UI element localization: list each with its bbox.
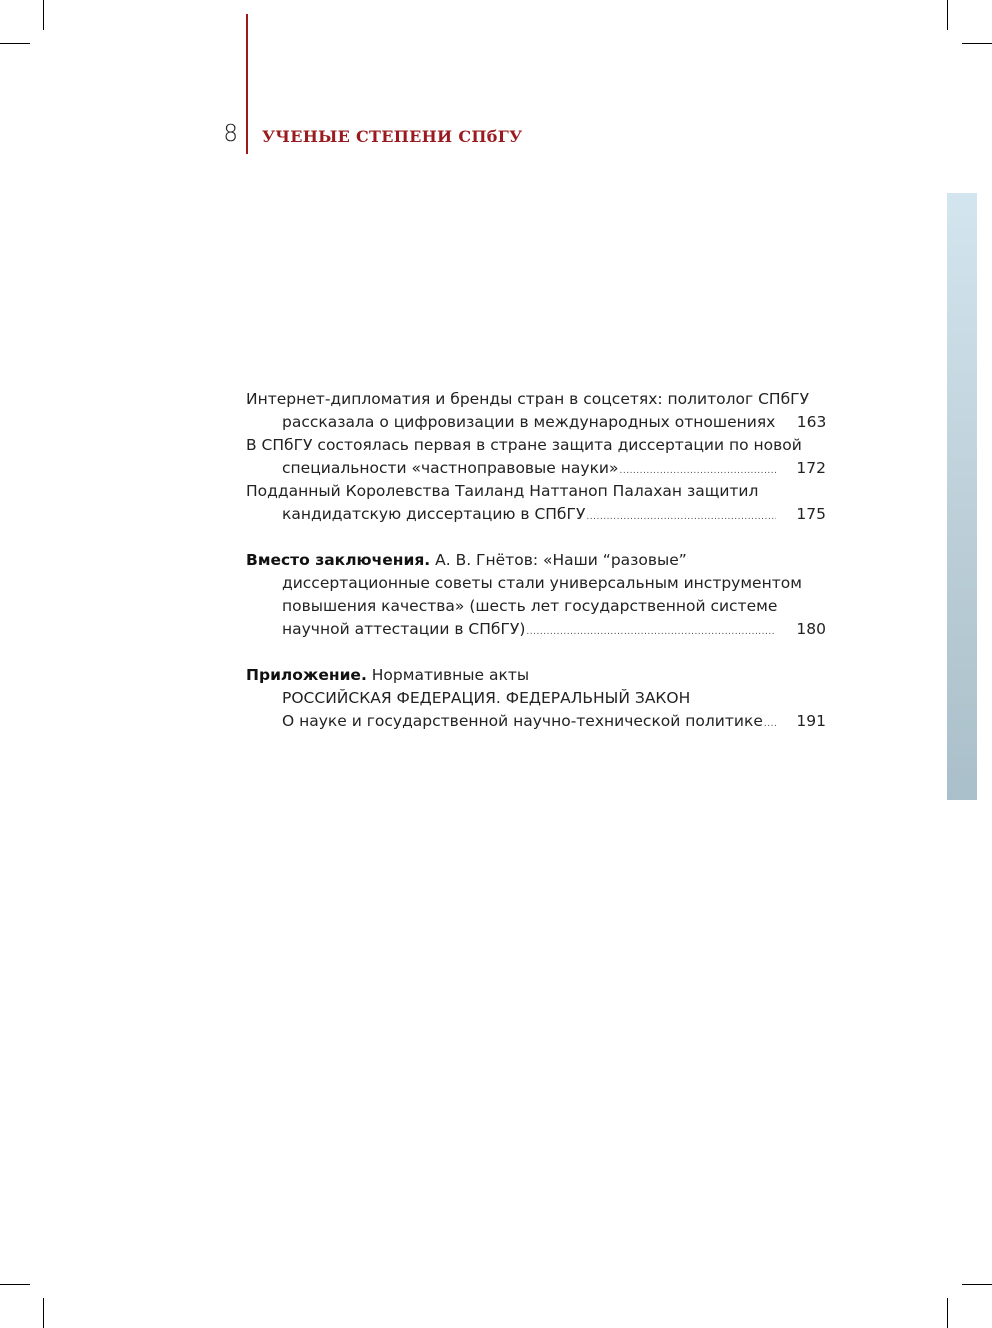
toc-entry-title: Нормативные акты	[366, 666, 530, 684]
toc-entry[interactable]	[246, 434, 826, 480]
toc-entry-title: рассказала о цифровизации в международных отношениях	[282, 413, 776, 431]
leader-dots	[526, 621, 776, 644]
crop-mark	[43, 1298, 44, 1328]
crop-mark	[947, 1298, 948, 1328]
page-number: 8	[223, 121, 238, 147]
toc-entry[interactable]	[246, 480, 826, 526]
toc-entry-title: О науке и государственной научно-технической политике	[282, 712, 763, 730]
toc-entry-title: Интернет-дипломатия и бренды стран в соцсетях: политолог СПбГУ	[246, 390, 810, 408]
toc-entry-title: кандидатскую диссертацию в СПбГУ	[282, 505, 586, 523]
crop-mark	[962, 43, 992, 44]
crop-mark	[962, 1284, 992, 1285]
toc-page-number: 175	[796, 505, 826, 523]
toc-entry-title: диссертационные советы стали универсальным инструментом	[282, 574, 802, 592]
crop-mark	[0, 43, 30, 44]
toc-entry-title: Подданный Королевства Таиланд Наттаноп Палахан защитил	[246, 482, 759, 500]
side-tab-decoration	[947, 193, 977, 800]
leader-dots	[764, 713, 776, 736]
running-title: УЧЕНЫЕ СТЕПЕНИ СПбГУ	[262, 127, 523, 146]
toc-entry-title: научной аттестации в СПбГУ)	[282, 620, 526, 638]
toc-section-lead: Вместо заключения.	[246, 551, 431, 569]
crop-mark	[947, 0, 948, 30]
toc-page-number: 191	[796, 712, 826, 730]
toc-entry-title: повышения качества» (шесть лет государственной системе	[282, 597, 778, 615]
crop-mark	[43, 0, 44, 30]
toc-entry-title: специальности «частноправовые науки»	[282, 459, 619, 477]
toc-entry-title: А. В. Гнётов: «Наши “разовые”	[430, 551, 687, 569]
toc-entry-title: РОССИЙСКАЯ ФЕДЕРАЦИЯ. ФЕДЕРАЛЬНЫЙ ЗАКОН	[282, 689, 691, 707]
table-of-contents	[246, 388, 826, 733]
toc-page-number: 163	[796, 413, 827, 431]
toc-entry[interactable]	[246, 549, 826, 641]
toc-section-lead: Приложение.	[246, 666, 367, 684]
toc-entry-title: В СПбГУ состоялась первая в стране защита диссертации по новой	[246, 436, 802, 454]
toc-page-number: 172	[796, 459, 826, 477]
crop-mark	[0, 1284, 30, 1285]
toc-entry[interactable]	[246, 388, 826, 434]
toc-page-number: 180	[796, 620, 826, 638]
leader-dots	[586, 506, 776, 529]
header-vertical-rule	[246, 14, 248, 154]
toc-entry[interactable]	[246, 664, 826, 733]
